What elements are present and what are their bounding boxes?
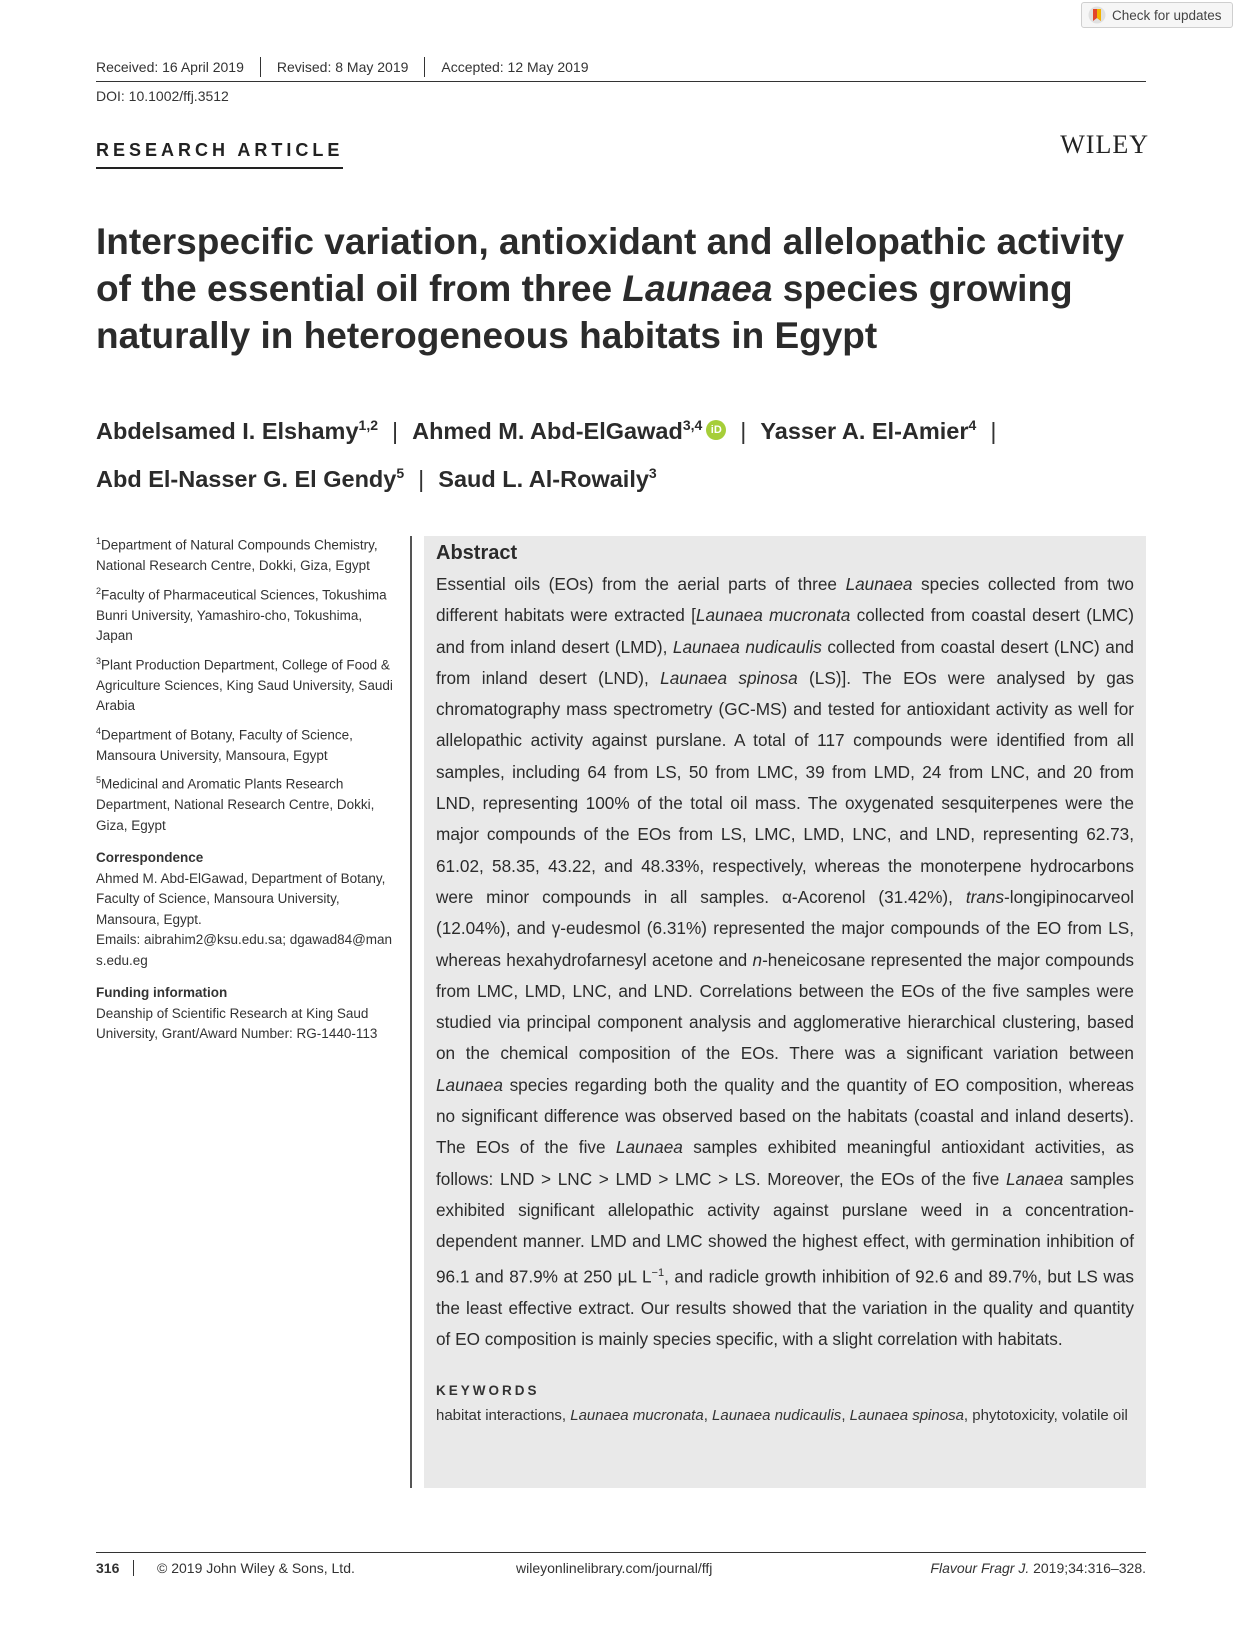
abstract-italic: Lanaea: [1005, 1168, 1064, 1189]
author-affil: 3,4: [682, 417, 703, 433]
article-dates: [96, 57, 1146, 77]
citation-details: 2019;34:316–328.: [1029, 1560, 1146, 1576]
author-name: Abd El-Nasser G. El Gendy: [96, 465, 397, 492]
check-for-updates-label: Check for updates: [1112, 7, 1222, 23]
abstract-text: (LS)]. The EOs were analysed by gas chromatography mass spectrometry (GC-MS) and tested for antioxidant activity as well for allelopathic activity against purslane. A total of 117 compounds were identified from all samples, including 64 from LS, 50 from LMC, 39 from LMD, 24 from LNC, and 20 from LND, representing 100% of the total oil mass. The oxygenated sesquiterpenes were the major compounds of the EOs from LS, LMC, LMD, LNC, and LND, representing 62.73, 61.02, 58.35, 43.22, and 48.33%, respectively, whereas the monoterpene hydrocarbons were minor compounds in all samples. α-Acorenol (31.42%),: [436, 667, 1134, 907]
abstract-text: Essential oils (EOs) from the aerial parts of three: [436, 574, 846, 594]
affiliation-number: 2: [96, 585, 102, 596]
title-text: species growing naturally in heterogeneous habitats in Egypt: [96, 268, 1073, 356]
affiliation-item: [96, 721, 396, 767]
received-date: Received: 16 April 2019: [96, 59, 244, 75]
funding-text: Deanship of Scientific Research at King Saud University, Grant/Award Number: RG-1440-113: [96, 1005, 378, 1041]
author-name: Yasser A. El-Amier: [760, 417, 969, 444]
correspondence-heading: Correspondence: [96, 850, 204, 865]
abstract-rule: [410, 536, 412, 1488]
orcid-icon[interactable]: iD: [706, 420, 726, 440]
journal-url[interactable]: wileyonlinelibrary.com/journal/ffj: [516, 1560, 713, 1576]
journal-name: Flavour Fragr J.: [930, 1560, 1030, 1576]
title-genus: Launaea: [622, 268, 773, 309]
author[interactable]: [438, 466, 656, 492]
copyright: © 2019 John Wiley & Sons, Ltd.: [157, 1560, 355, 1576]
abstract-text: species collected from two different habitats were extracted [: [436, 574, 1134, 626]
abstract-text: samples exhibited meaningful antioxidant activities, as follows: LND > LNC > LMD > LMC > LS. Moreover, the EOs of the five: [436, 1137, 1134, 1189]
footer-rule: [96, 1552, 1146, 1553]
affiliation-item: [96, 651, 396, 717]
doi[interactable]: DOI: 10.1002/ffj.3512: [96, 88, 229, 104]
abstract-text: , and radicle growth inhibition of 92.6 and 89.7%, but LS was the least effective extract. Our results showed that the variation in the quality and quantity of EO composition is mainly species specific, with a slight correlation with habitats.: [436, 1266, 1134, 1349]
separator: |: [418, 465, 425, 492]
affiliation-number: 1: [96, 536, 102, 546]
author[interactable]: [96, 418, 378, 444]
check-for-updates-button[interactable]: [1081, 2, 1233, 28]
page-number: 316: [96, 1560, 134, 1576]
article-title: [96, 218, 1156, 359]
abstract-italic: Launaea nudicaulis: [672, 636, 822, 657]
author[interactable]: [412, 418, 726, 444]
keyword-separator: ,: [703, 1407, 713, 1425]
affiliation-number: 4: [96, 725, 102, 736]
affiliation-text: Medicinal and Aromatic Plants Research Department, National Research Centre, Dokki, Giza, Egypt: [96, 776, 375, 833]
author-name: Ahmed M. Abd-ElGawad: [412, 417, 683, 444]
abstract-text: collected from coastal desert (LMC) and from inland desert (LMD),: [436, 605, 1134, 657]
abstract-italic: Launaea mucronata: [695, 605, 851, 626]
affiliation-text: Department of Natural Compounds Chemistry, National Research Centre, Dokki, Giza, Egypt: [96, 537, 378, 573]
affiliations: [96, 531, 396, 1045]
keyword: , phytotoxicity, volatile oil: [963, 1407, 1128, 1425]
keyword: Launaea spinosa: [849, 1407, 964, 1425]
author-affil: 3: [648, 464, 657, 481]
keywords: [436, 1402, 1134, 1429]
separator: |: [392, 417, 399, 444]
keyword: Launaea nudicaulis: [712, 1407, 842, 1425]
bookmark-icon: [1088, 6, 1106, 24]
abstract-italic: Launaea: [436, 1074, 503, 1095]
affiliation-number: 3: [96, 655, 102, 666]
author-affil: 4: [968, 417, 977, 433]
title-text: Interspecific variation, antioxidant and allelopathic activity of the essential oil from three: [96, 221, 1125, 309]
abstract-text: species regarding both the quality and the quantity of EO composition, whereas no significant difference was observed based on the habitats (coastal and inland deserts). The EOs of the five: [436, 1074, 1134, 1158]
keywords-heading: KEYWORDS: [436, 1383, 540, 1399]
article-type: RESEARCH ARTICLE: [96, 140, 343, 169]
header-rule: [96, 81, 1146, 82]
correspondence-text: Ahmed M. Abd-ElGawad, Department of Botany, Faculty of Science, Mansoura University, Mansoura, Egypt.: [96, 870, 386, 927]
author[interactable]: [760, 418, 976, 444]
abstract-italic: n: [752, 949, 763, 970]
abstract-text: collected from coastal desert (LNC) and from inland desert (LND),: [436, 636, 1134, 688]
author-affil: 5: [396, 464, 405, 481]
affiliation-item: [96, 581, 396, 647]
citation: [930, 1560, 1146, 1576]
accepted-date: Accepted: 12 May 2019: [424, 57, 604, 77]
author-name: Saud L. Al-Rowaily: [438, 465, 649, 492]
affiliation-text: Plant Production Department, College of Food & Agriculture Sciences, King Saud University, Saudi Arabia: [96, 657, 393, 713]
affiliation-item: [96, 770, 396, 836]
abstract-italic: Launaea spinosa: [660, 667, 798, 688]
author-list: [96, 404, 1156, 500]
author-affil: 1,2: [358, 417, 378, 433]
separator: |: [740, 417, 747, 444]
abstract-text: samples exhibited significant allelopathic activity against purslane weed in a concentration-dependent manner. LMD and LMC showed the highest effect, with germination inhibition of 96.1 and 87.9% at 250 μL L: [436, 1168, 1134, 1287]
abstract-text: -heneicosane represented the major compounds from LMC, LMD, LNC, and LND. Correlations between the EOs of the five samples were studied via principal component analysis and agglomerative hierarchical clustering, based on the chemical composition of the EOs. There was a significant variation between: [436, 949, 1134, 1064]
affiliation-number: 5: [96, 775, 102, 785]
separator: |: [990, 417, 997, 444]
author-name: Abdelsamed I. Elshamy: [96, 417, 359, 444]
affiliation-text: Faculty of Pharmaceutical Sciences, Tokushima Bunri University, Yamashiro-cho, Tokushima, Japan: [96, 587, 387, 643]
abstract-italic: trans: [965, 886, 1005, 907]
abstract-italic: Launaea: [615, 1137, 683, 1158]
affiliation-text: Department of Botany, Faculty of Science, Mansoura University, Mansoura, Egypt: [96, 727, 353, 763]
abstract-heading: Abstract: [436, 542, 518, 564]
keyword: Launaea mucronata: [570, 1407, 704, 1425]
abstract-body: [436, 569, 1134, 1355]
keyword-separator: ,: [841, 1407, 850, 1425]
abstract-italic: Launaea: [845, 574, 913, 594]
affiliation-item: [96, 531, 396, 577]
author[interactable]: [96, 466, 404, 492]
abstract-superscript: −1: [651, 1266, 665, 1279]
publisher-logo: WILEY: [1060, 130, 1149, 159]
abstract-text: -longipinocarveol (12.04%), and γ-eudesmol (6.31%) represented the major compounds of the EO from LS, whereas hexahydrofarnesyl acetone and: [436, 886, 1134, 970]
correspondence-emails[interactable]: Emails: aibrahim2@ksu.edu.sa; dgawad84@mans.edu.eg: [96, 932, 393, 968]
abstract-box: [424, 536, 1146, 1488]
revised-date: Revised: 8 May 2019: [260, 57, 425, 77]
funding-heading: Funding information: [96, 985, 228, 1000]
keyword: habitat interactions,: [436, 1407, 571, 1425]
